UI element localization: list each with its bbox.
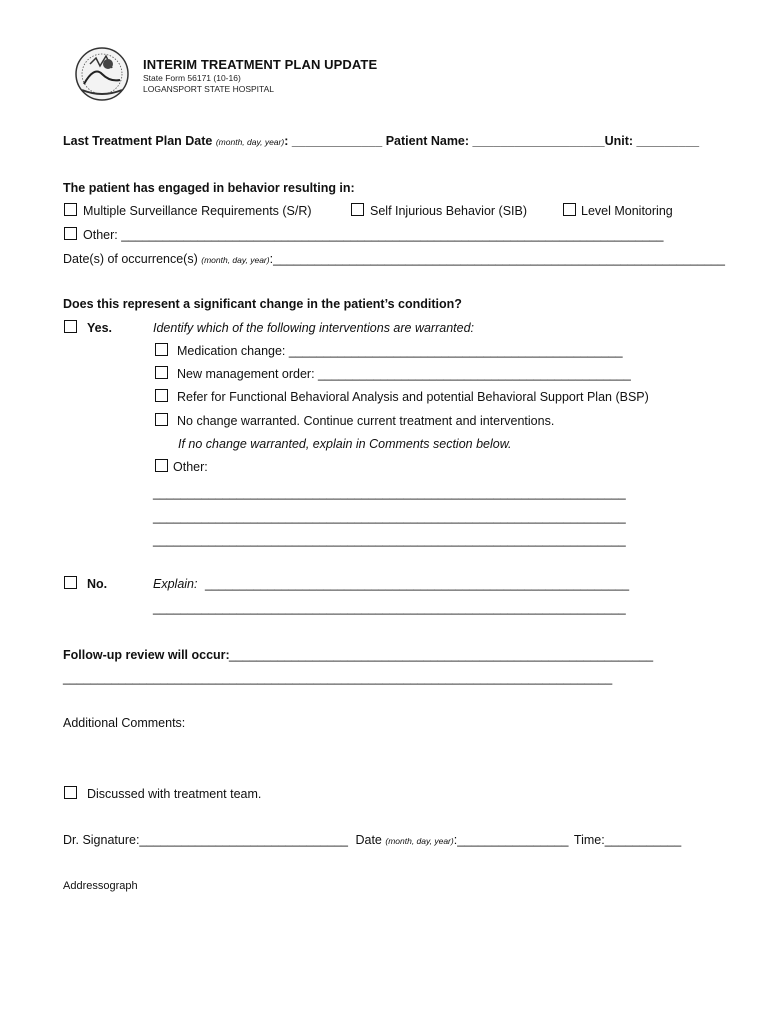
behavior-heading: The patient has engaged in behavior resulting in: bbox=[63, 181, 355, 195]
no-label: No. bbox=[87, 577, 108, 591]
new-management-order-field[interactable]: New management order: _____________________________________________ bbox=[177, 367, 631, 381]
no-change-note: If no change warranted, explain in Comments section below. bbox=[178, 437, 512, 451]
form-title: INTERIM TREATMENT PLAN UPDATE bbox=[143, 57, 378, 72]
signature-date-label: Date bbox=[355, 833, 382, 847]
intervention-other-label: Other: bbox=[173, 460, 208, 474]
patient-name-field[interactable]: Patient Name: ___________________ bbox=[385, 134, 605, 148]
intervention-other-line-2[interactable]: ____________________________________________________________________ bbox=[153, 510, 626, 524]
occurrence-row bbox=[63, 252, 725, 266]
followup-field-line-2[interactable]: _______________________________________________________________________________ bbox=[63, 671, 613, 685]
signature-row bbox=[63, 833, 681, 847]
explain-field-line-2[interactable]: ____________________________________________________________________ bbox=[153, 601, 626, 615]
additional-comments-label: Additional Comments: bbox=[63, 716, 186, 730]
intervention-other-line-1[interactable]: ____________________________________________________________________ bbox=[153, 486, 626, 500]
state-seal-icon bbox=[74, 44, 130, 104]
checkbox-medication-change[interactable] bbox=[155, 343, 168, 356]
signature-date-hint: (month, day, year) bbox=[385, 836, 454, 846]
info-row bbox=[63, 134, 699, 148]
change-question: Does this represent a significant change in the patient’s condition? bbox=[63, 297, 462, 311]
checkbox-intervention-other[interactable] bbox=[155, 459, 168, 472]
last-plan-label: Last Treatment Plan Date bbox=[63, 134, 213, 148]
occurrence-date-hint: (month, day, year) bbox=[201, 255, 270, 265]
medication-change-field[interactable]: Medication change: ________________________________________________ bbox=[177, 344, 623, 358]
behavior-other-field[interactable]: Other: ______________________________________________________________________________ bbox=[83, 228, 664, 242]
hospital-name: LOGANSPORT STATE HOSPITAL bbox=[143, 84, 274, 94]
option-sib-label: Self Injurious Behavior (SIB) bbox=[370, 204, 528, 218]
occurrence-label: Date(s) of occurrence(s) bbox=[63, 252, 198, 266]
yes-label: Yes. bbox=[87, 321, 113, 335]
checkbox-yes[interactable] bbox=[64, 320, 77, 333]
checkbox-multiple-sr[interactable] bbox=[64, 203, 77, 216]
last-plan-date-hint: (month, day, year) bbox=[215, 137, 285, 147]
refer-fba-bsp-label: Refer for Functional Behavioral Analysis and potential Behavioral Support Plan (BSP) bbox=[177, 390, 649, 404]
checkbox-behavior-other[interactable] bbox=[64, 227, 77, 240]
checkbox-sib[interactable] bbox=[351, 203, 364, 216]
explain-label: Explain: bbox=[153, 577, 198, 591]
addressograph-label: Addressograph bbox=[63, 880, 138, 892]
form-number: State Form 56171 (10-16) bbox=[143, 73, 241, 83]
occurrence-date-field[interactable]: :_________________________________________________________________ bbox=[269, 252, 725, 266]
option-level-monitoring-label: Level Monitoring bbox=[581, 204, 673, 218]
option-multiple-sr-label: Multiple Surveillance Requirements (S/R) bbox=[83, 204, 312, 218]
unit-field[interactable]: Unit: _________ bbox=[604, 134, 700, 148]
identify-instruction: Identify which of the following interventions are warranted: bbox=[153, 321, 475, 335]
signature-time-field[interactable]: Time:___________ bbox=[573, 833, 682, 847]
checkbox-no[interactable] bbox=[64, 576, 77, 589]
followup-field-line-1[interactable]: _____________________________________________________________ bbox=[229, 648, 654, 662]
explain-field-line-1[interactable]: _____________________________________________________________ bbox=[205, 577, 630, 591]
followup-label: Follow-up review will occur: bbox=[63, 648, 230, 662]
last-plan-date-field[interactable]: : _____________ bbox=[284, 134, 383, 148]
discussed-label: Discussed with treatment team. bbox=[87, 787, 262, 801]
signature-date-field[interactable]: :________________ bbox=[453, 833, 569, 847]
checkbox-discussed-with-team[interactable] bbox=[64, 786, 77, 799]
checkbox-no-change[interactable] bbox=[155, 413, 168, 426]
dr-signature-field[interactable]: Dr. Signature:______________________________ bbox=[63, 833, 348, 847]
checkbox-new-management-order[interactable] bbox=[155, 366, 168, 379]
checkbox-refer-fba-bsp[interactable] bbox=[155, 389, 168, 402]
intervention-other-line-3[interactable]: ____________________________________________________________________ bbox=[153, 533, 626, 547]
no-change-label: No change warranted. Continue current treatment and interventions. bbox=[177, 414, 555, 428]
checkbox-level-monitoring[interactable] bbox=[563, 203, 576, 216]
